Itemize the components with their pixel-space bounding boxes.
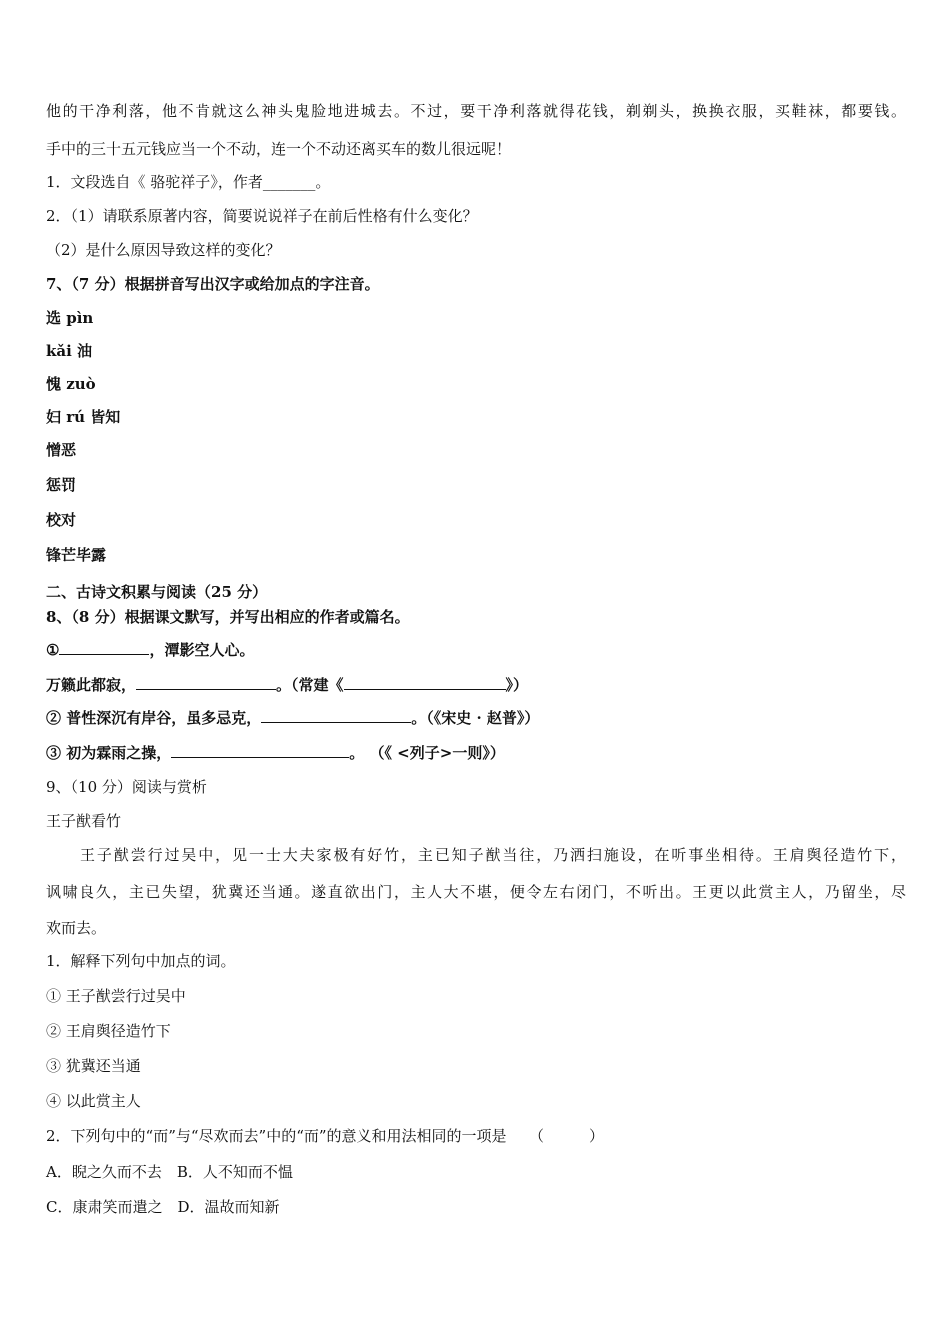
answer-blank[interactable] bbox=[136, 675, 276, 690]
q7-item-6: 惩罚 bbox=[46, 476, 77, 494]
q7-item-5: 憎恶 bbox=[46, 441, 77, 459]
passage-line-1: 他的干净利落，他不肯就这么神头鬼脸地进城去。不过，要干净利落就得花钱，剃剃头，换换衣服，买鞋袜，都要钱。 bbox=[46, 102, 908, 120]
q8-line-2-tail: 》） bbox=[505, 676, 529, 694]
answer-blank[interactable] bbox=[344, 675, 506, 690]
q9-sub-question-1: 1．解释下列句中加点的词。 bbox=[46, 952, 236, 970]
section-2-heading: 二、古诗文积累与阅读（25 分） bbox=[46, 583, 268, 601]
q8-line-3-text: ② 普性深沉有岸谷，虽多忌克， bbox=[46, 709, 262, 727]
q8-line-3 bbox=[46, 708, 539, 728]
q8-line-3-tail: 。（《宋史 · 赵普》） bbox=[411, 709, 540, 727]
answer-blank[interactable] bbox=[171, 743, 349, 758]
question-2-part-2: （2）是什么原因导致这样的变化？ bbox=[46, 241, 281, 259]
q8-line-1 bbox=[46, 640, 254, 660]
q8-line-4 bbox=[46, 743, 505, 763]
question-8-heading: 8、（8 分）根据课文默写，并写出相应的作者或篇名。 bbox=[46, 608, 410, 626]
passage-line-2: 手中的三十五元钱应当一个不动，连一个不动还离买车的数儿很远呢！ bbox=[46, 140, 512, 158]
q7-item-8: 锋芒毕露 bbox=[46, 546, 107, 564]
q9-phrase-2: ② 王肩舆径造竹下 bbox=[46, 1022, 171, 1040]
question-7-heading: 7、（7 分）根据拼音写出汉字或给加点的字注音。 bbox=[46, 275, 380, 293]
classical-text-line-3: 欢而去。 bbox=[46, 919, 107, 937]
circled-one-icon: ① bbox=[46, 641, 60, 659]
q9-phrase-1: ① 王子猷尝行过吴中 bbox=[46, 987, 186, 1005]
q8-line-4-text: ③ 初为霖雨之操， bbox=[46, 744, 172, 762]
classical-text-line-2: 讽啸良久，主已失望，犹冀还当通。遂直欲出门，主人大不堪，便令左右闭门，不听出。王更以此赏主人，乃留坐，尽 bbox=[46, 883, 908, 901]
q7-item-7: 校对 bbox=[46, 511, 77, 529]
answer-blank[interactable] bbox=[261, 708, 411, 723]
q7-item-2: kǎi 油 bbox=[46, 342, 93, 360]
q8-line-2-mid: 。（常建《 bbox=[276, 676, 344, 694]
q9-options-a-b: A．睨之久而不去 B．人不知而不愠 bbox=[46, 1163, 293, 1181]
q9-options-c-d: C．康肃笑而遣之 D．温故而知新 bbox=[46, 1198, 280, 1216]
question-2-part-1: 2．（1）请联系原著内容，简要说说祥子在前后性格有什么变化？ bbox=[46, 207, 478, 225]
q9-phrase-3: ③ 犹冀还当通 bbox=[46, 1057, 141, 1075]
question-9-heading: 9、（10 分）阅读与赏析 bbox=[46, 778, 207, 796]
question-1: 1．文段选自《 骆驼祥子》，作者_______。 bbox=[46, 173, 331, 191]
classical-text-line-1: 王子猷尝行过吴中，见一士大夫家极有好竹，主已知子猷当往，乃洒扫施设，在听事坐相待。王肩舆径造竹下， bbox=[80, 846, 908, 864]
q7-item-1: 选 pìn bbox=[46, 309, 94, 327]
q8-line-4-tail: 。 （《 <列子>一则》） bbox=[349, 744, 505, 762]
passage-title: 王子猷看竹 bbox=[46, 812, 122, 830]
q8-line-2-text: 万籁此都寂， bbox=[46, 676, 137, 694]
q8-line-1-text: ，潭影空人心。 bbox=[149, 641, 255, 659]
q7-item-4: 妇 rú 皆知 bbox=[46, 408, 121, 426]
answer-blank[interactable] bbox=[59, 640, 149, 655]
q9-phrase-4: ④ 以此赏主人 bbox=[46, 1092, 141, 1110]
q7-item-3: 愧 zuò bbox=[46, 375, 96, 393]
q9-sub-question-2: 2．下列句中的“而”与“尽欢而去”中的“而”的意义和用法相同的一项是 （ ） bbox=[46, 1127, 605, 1145]
q8-line-2 bbox=[46, 675, 528, 695]
